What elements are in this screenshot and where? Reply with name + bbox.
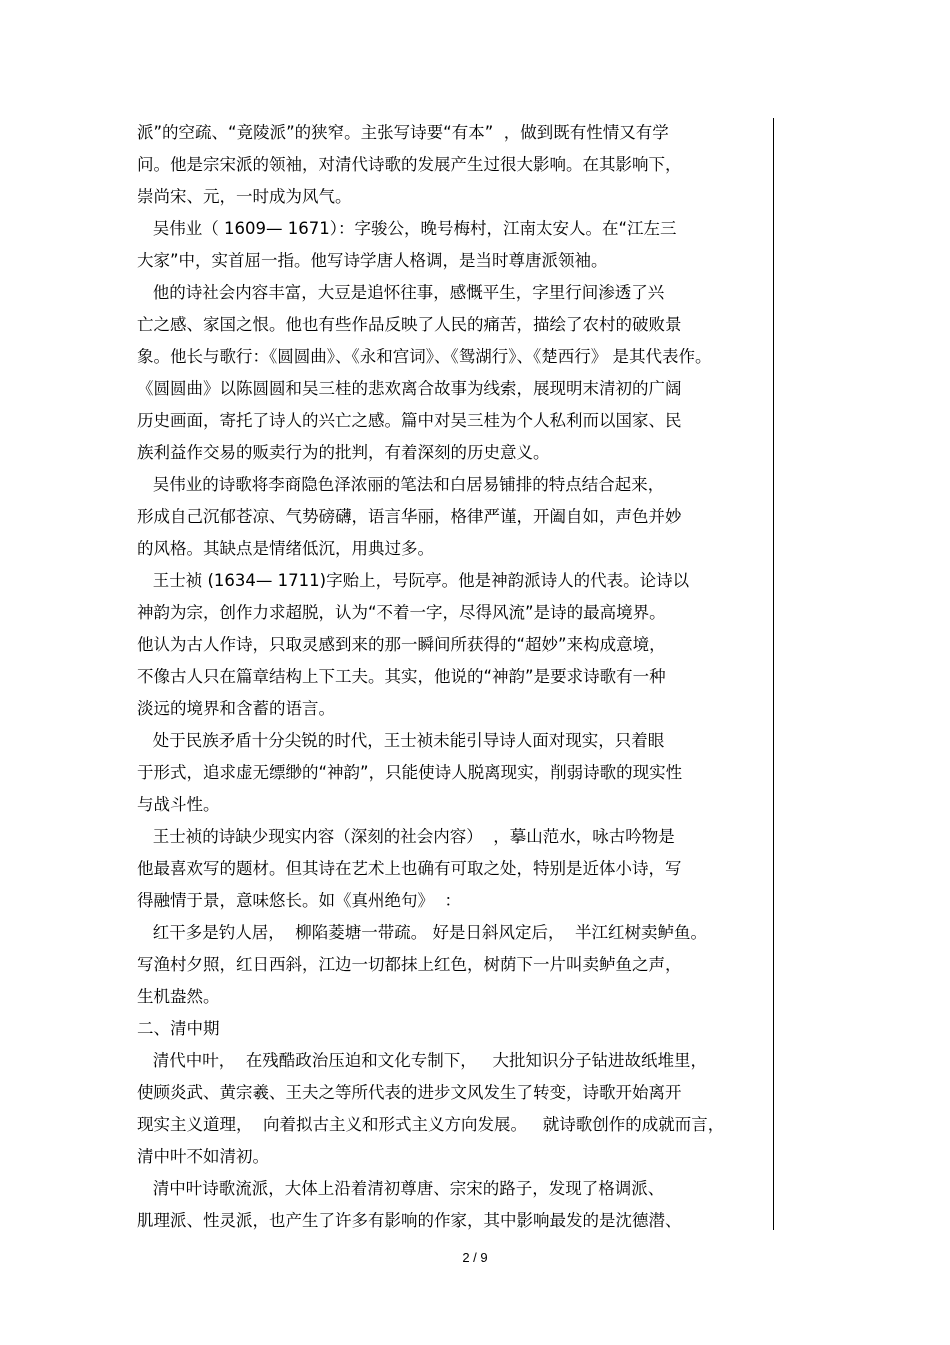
text-line: 处于民族矛盾十分尖锐的时代，王士祯未能引导诗人面对现实，只着眼 — [137, 731, 665, 750]
text-line: 大家”中，实首屈一指。他写诗学唐人格调，是当时尊唐派领袖。 — [137, 251, 608, 270]
text-line: 生机盎然。 — [137, 987, 220, 1006]
text-line: 亡之感、家国之恨。他也有些作品反映了人民的痛苦，描绘了农村的破败景 — [137, 315, 682, 334]
text-line: 历史画面，寄托了诗人的兴亡之感。篇中对吴三桂为个人私利而以国家、民 — [137, 411, 682, 430]
text-line: 现实主义道理， 向着拟古主义和形式主义方向发展。 就诗歌创作的成就而言， — [137, 1115, 725, 1134]
text-line: 肌理派、性灵派，也产生了许多有影响的作家，其中影响最发的是沈德潜、 — [137, 1211, 682, 1230]
text-line: 《圆圆曲》以陈圆圆和吴三桂的悲欢离合故事为线索，展现明末清初的广阔 — [137, 379, 682, 398]
text-line: 清中叶诗歌流派，大体上沿着清初尊唐、宗宋的路子，发现了格调派、 — [137, 1179, 665, 1198]
text-line: 他认为古人作诗，只取灵感到来的那一瞬间所获得的“超妙”来构成意境， — [137, 635, 666, 654]
right-border-line — [773, 118, 774, 1230]
text-line: 的风格。其缺点是情绪低沉，用典过多。 — [137, 539, 434, 558]
text-line: 族利益作交易的贩卖行为的批判，有着深刻的历史意义。 — [137, 443, 550, 462]
text-line: 使顾炎武、黄宗羲、王夫之等所代表的进步文风发生了转变，诗歌开始离开 — [137, 1083, 682, 1102]
text-line: 清代中叶， 在残酷政治压迫和文化专制下， 大批知识分子钻进故纸堆里， — [137, 1051, 707, 1070]
text-line: 不像古人只在篇章结构上下工夫。其实，他说的“神韵”是要求诗歌有一种 — [137, 667, 666, 686]
text-line: 吴伟业（ 1609— 1671）：字骏公，晚号梅村，江南太安人。在“江左三 — [137, 219, 677, 238]
text-line: 崇尚宋、元，一时成为风气。 — [137, 187, 352, 206]
text-line: 派”的空疏、“竟陵派”的狭窄。主张写诗要“有本” ，做到既有性情又有学 — [137, 123, 669, 142]
text-line: 吴伟业的诗歌将李商隐色泽浓丽的笔法和白居易铺排的特点结合起来， — [137, 475, 665, 494]
text-line: 于形式，追求虚无缥缈的“神韵”，只能使诗人脱离现实，削弱诗歌的现实性 — [137, 763, 683, 782]
text-line: 红干多是钓人居， 柳陷菱塘一带疏。 好是日斜风定后， 半江红树卖鲈鱼。 — [137, 923, 707, 942]
text-line: 形成自己沉郁苍凉、气势磅礴，语言华丽，格律严谨，开阖自如，声色并妙 — [137, 507, 682, 526]
text-line: 王士祯的诗缺少现实内容（深刻的社会内容） ，摹山范水，咏古吟物是 — [137, 827, 675, 846]
text-line: 清中叶不如清初。 — [137, 1147, 269, 1166]
text-line: 写渔村夕照，红日西斜，江边一切都抹上红色，树荫下一片叫卖鲈鱼之声， — [137, 955, 682, 974]
page-number: 2 / 9 — [462, 1250, 488, 1265]
text-line: 他最喜欢写的题材。但其诗在艺术上也确有可取之处，特别是近体小诗，写 — [137, 859, 682, 878]
text-line: 问。他是宗宋派的领袖，对清代诗歌的发展产生过很大影响。在其影响下， — [137, 155, 682, 174]
text-line: 神韵为宗，创作力求超脱，认为“不着一字，尽得风流”是诗的最高境界。 — [137, 603, 666, 622]
text-line: 王士祯 (1634— 1711)字贻上，号阮亭。他是神韵派诗人的代表。论诗以 — [137, 571, 690, 590]
text-line: 淡远的境界和含蓄的语言。 — [137, 699, 335, 718]
text-line: 与战斗性。 — [137, 795, 220, 814]
section-heading: 二、清中期 — [137, 1019, 220, 1038]
text-line: 他的诗社会内容丰富，大豆是追怀往事，感慨平生，字里行间渗透了兴 — [137, 283, 665, 302]
text-line: 象。他长与歌行：《圆圆曲》、《永和宫词》、《鸳湖行》、《楚西行》 是其代表作。 — [137, 347, 712, 366]
text-line: 得融情于景，意味悠长。如《真州绝句》 ： — [137, 891, 461, 910]
